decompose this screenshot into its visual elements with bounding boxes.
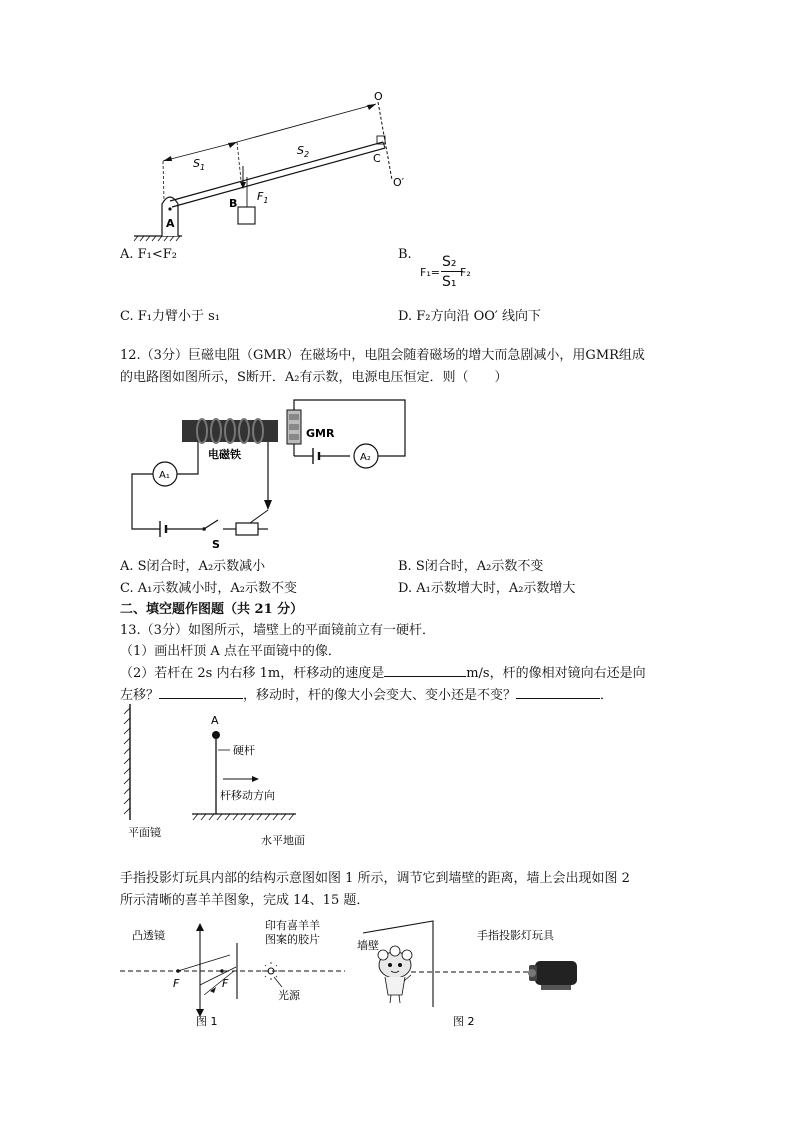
label-B: B — [229, 197, 238, 210]
label-s2: S — [297, 144, 304, 157]
projector-optics-figure — [120, 915, 350, 1033]
q13-part2-line1 — [120, 662, 646, 685]
label-electromagnet: 电磁铁 — [208, 448, 241, 461]
formula-numerator: S₂ — [442, 254, 457, 270]
fig1-caption: 图 1 — [196, 1015, 218, 1028]
formula-denominator: S₁ — [442, 274, 457, 290]
label-toy: 手指投影灯玩具 — [477, 929, 554, 942]
label-focus-right: F — [222, 977, 229, 990]
q12-option-b: B. S闭合时，A₂示数不变 — [398, 559, 544, 574]
projector-wall-figure — [355, 915, 595, 1033]
label-A: A — [166, 217, 175, 230]
toy-intro-line2: 所示清晰的喜羊羊图象，完成 14、15 题． — [120, 893, 370, 908]
label-film-line2: 图案的胶片 — [265, 933, 320, 946]
label-S: S — [212, 538, 220, 551]
lever-figure — [120, 90, 420, 240]
label-A: A — [211, 714, 219, 727]
q12-stem-line1: 12.（3分）巨磁电阻（GMR）在磁场中，电阻会随着磁场的增大而急剧减小，用GMR组成 — [120, 348, 645, 363]
label-rod: 硬杆 — [233, 744, 255, 757]
mirror-rod-figure — [120, 702, 360, 852]
label-film-line1: 印有喜羊羊 — [265, 919, 320, 932]
answer-blank-size[interactable] — [516, 684, 600, 699]
svg-text:F1 — [257, 190, 268, 205]
label-A2: A₂ — [360, 452, 371, 463]
q13-part2-b: m/s，杆的像相对镜向右还是向 — [466, 666, 646, 681]
formula-rhs: F₂ — [460, 266, 471, 279]
section2-heading: 二、填空题作图题（共 21 分） — [120, 602, 304, 617]
label-O-prime: O′ — [393, 176, 405, 189]
label-O: O — [374, 90, 383, 103]
answer-blank-speed[interactable] — [384, 662, 466, 677]
q11-option-a: A. F₁<F₂ — [120, 247, 178, 262]
q13-part2-c: 左移？ — [120, 688, 160, 703]
toy-intro-line1: 手指投影灯玩具内部的结构示意图如图 1 所示，调节它到墙壁的距离，墙上会出现如图 2 — [120, 871, 630, 886]
gmr-circuit-figure — [120, 392, 420, 552]
label-C: C — [373, 152, 381, 165]
label-s2-sub: 2 — [303, 150, 310, 159]
q11-option-b-prefix: B. — [398, 247, 412, 262]
label-ground: 水平地面 — [261, 834, 305, 847]
label-F1-sub: 1 — [263, 196, 269, 205]
label-light-source: 光源 — [278, 989, 300, 1002]
q12-option-a: A. S闭合时，A₂示数减小 — [120, 559, 266, 574]
projector-toy-icon — [528, 961, 577, 990]
label-mirror: 平面镜 — [128, 826, 161, 839]
svg-text:S2 — [297, 144, 309, 159]
label-wall: 墙壁 — [357, 939, 379, 952]
label-move-direction: 杆移动方向 — [220, 789, 275, 802]
q12-stem-line2: 的电路图如图所示，S断开．A₂有示数，电源电压恒定．则（ ） — [120, 370, 508, 385]
q13-part1: （1）画出杆顶 A 点在平面镜中的像． — [120, 644, 341, 659]
q11-option-d: D. F₂方向沿 OO′ 线向下 — [398, 309, 541, 324]
q12-option-d: D. A₁示数增大时，A₂示数增大 — [398, 581, 576, 596]
q12-option-c: C. A₁示数减小时，A₂示数不变 — [120, 581, 297, 596]
q13-part2-d: ，移动时，杆的像大小会变大、变小还是不变？ — [243, 688, 517, 703]
q13-part2-e: ． — [600, 688, 614, 703]
q13-stem: 13.（3分）如图所示，墙壁上的平面镜前立有一硬杆． — [120, 623, 435, 638]
label-s1: S — [193, 157, 200, 170]
label-convex-lens: 凸透镜 — [132, 929, 165, 942]
svg-text:S1 — [193, 157, 205, 172]
formula-lhs: F₁= — [420, 266, 440, 279]
label-A1: A₁ — [159, 470, 170, 481]
q13-part2-a: （2）若杆在 2s 内右移 1m，杆移动的速度是 — [120, 666, 385, 681]
q11-option-c: C. F₁力臂小于 s₁ — [120, 309, 220, 324]
goat-cartoon-icon — [378, 946, 412, 1003]
label-s1-sub: 1 — [199, 163, 206, 172]
fig2-caption: 图 2 — [453, 1015, 475, 1028]
label-focus-left: F — [173, 977, 180, 990]
label-F1: F — [257, 190, 264, 203]
label-GMR: GMR — [306, 427, 335, 440]
answer-blank-direction[interactable] — [159, 684, 243, 699]
